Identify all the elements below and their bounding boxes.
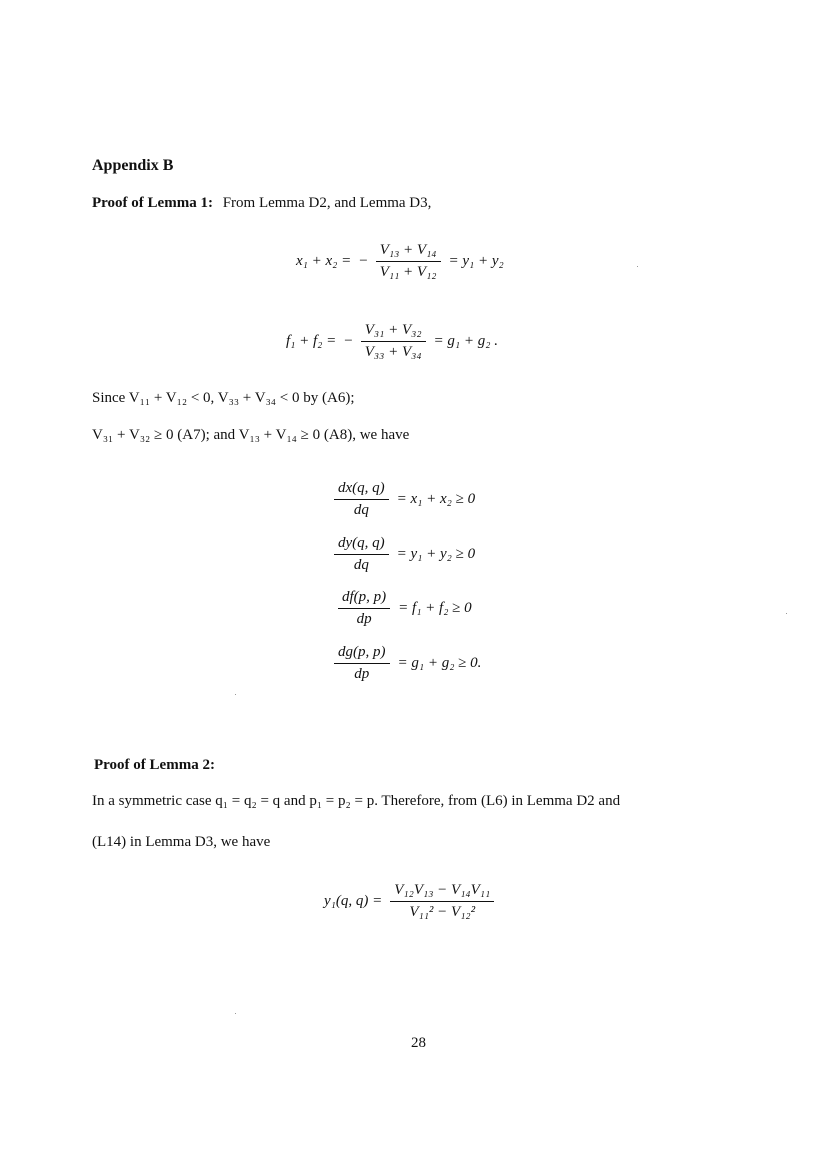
eq2-lhs: f₁ + f₂ = (286, 333, 337, 349)
lemma1-heading: Proof of Lemma 1: (92, 195, 213, 211)
dg-denominator: dp (354, 666, 370, 682)
eq2-fraction (361, 322, 426, 361)
since-line-2: V₃₁ + V₃₂ ≥ 0 (A7); and V₁₃ + V₁₄ ≥ 0 (A8), we have (92, 427, 410, 443)
df-numerator: df(p, p) (338, 589, 390, 609)
scan-speck (235, 694, 236, 695)
lemma2-heading: Proof of Lemma 2: (94, 757, 215, 773)
since-line: Since V₁₁ + V₁₂ < 0, V₃₃ + V₃₄ < 0 by (A6); (92, 390, 355, 406)
eq1-denominator: V₁₁ + V₁₂ (379, 264, 437, 280)
dy-rhs: = y₁ + y₂ ≥ 0 (396, 546, 476, 562)
y1-denominator: V₁₁² − V₁₂² (409, 904, 476, 920)
dx-fraction (334, 480, 389, 519)
page-number: 28 (411, 1035, 426, 1051)
dg-fraction (334, 644, 390, 683)
eq1-rhs: = y₁ + y₂ (448, 253, 504, 269)
eq2-numerator: V₃₁ + V₃₂ (361, 322, 426, 342)
eq1-lhs: x₁ + x₂ = (296, 253, 352, 269)
y1-numerator: V₁₂V₁₃ − V₁₄V₁₁ (390, 882, 494, 902)
derivative-df (338, 589, 472, 628)
derivative-dg (334, 644, 481, 683)
dx-denominator: dq (353, 502, 369, 518)
y1-lhs: y₁(q, q) = (324, 893, 383, 909)
eq2-denominator: V₃₃ + V₃₄ (364, 344, 422, 360)
lemma2-line2: (L14) in Lemma D3, we have (92, 834, 271, 850)
dy-numerator: dy(q, q) (334, 535, 389, 555)
dg-numerator: dg(p, p) (334, 644, 390, 664)
derivative-dx (334, 480, 475, 519)
dg-rhs: = g₁ + g₂ ≥ 0. (397, 655, 482, 671)
y1-fraction (390, 882, 494, 921)
lemma2-line1: In a symmetric case q₁ = q₂ = q and p₁ = p₂ = p. Therefore, from (L6) in Lemma D2 and (92, 793, 621, 809)
appendix-heading: Appendix B (92, 157, 174, 174)
dy-fraction (334, 535, 389, 574)
lemma1-intro-text: From Lemma D2, and Lemma D3, (222, 195, 432, 211)
eq2-rhs: = g₁ + g₂ . (433, 333, 498, 349)
eq1-numerator: V₁₃ + V₁₄ (376, 242, 441, 262)
eq1-fraction (376, 242, 441, 281)
dx-numerator: dx(q, q) (334, 480, 389, 500)
df-denominator: dp (356, 611, 372, 627)
scan-speck (637, 266, 638, 267)
scan-speck (786, 613, 787, 614)
equation-y1 (324, 882, 494, 921)
eq2-neg-sign: − (344, 333, 353, 349)
dy-denominator: dq (353, 557, 369, 573)
df-rhs: = f₁ + f₂ ≥ 0 (398, 600, 472, 616)
eq1-neg-sign: − (359, 253, 368, 269)
dx-rhs: = x₁ + x₂ ≥ 0 (396, 491, 476, 507)
equation-f-sum (286, 322, 498, 361)
lemma1-intro-line (92, 195, 431, 212)
scan-speck (235, 1013, 236, 1014)
derivative-dy (334, 535, 475, 574)
equation-x-sum (296, 242, 504, 281)
df-fraction (338, 589, 390, 628)
